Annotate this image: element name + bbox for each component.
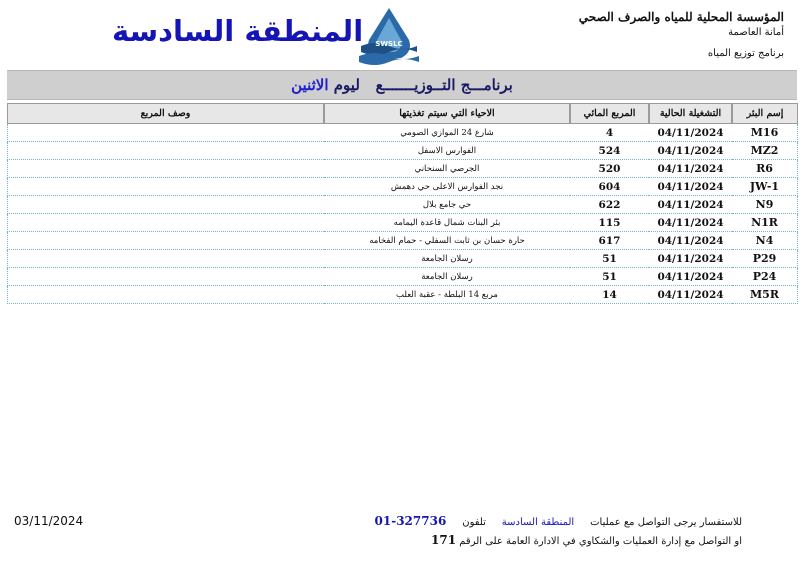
- block-description-cell: [7, 178, 324, 196]
- block-number-cell: 51: [570, 250, 649, 268]
- block-number-cell: 622: [570, 196, 649, 214]
- table-row: [7, 142, 798, 160]
- table-header-row: [7, 103, 798, 124]
- areas-cell: الفوارس الاسفل: [324, 142, 570, 160]
- block-number-cell: 51: [570, 268, 649, 286]
- run-date-cell: 04/11/2024: [649, 124, 732, 142]
- table-row: [7, 250, 798, 268]
- block-description-cell: [7, 232, 324, 250]
- table-row: [7, 268, 798, 286]
- table-row: [7, 124, 798, 142]
- areas-cell: رسلان الجامعة: [324, 250, 570, 268]
- block-description-cell: [7, 124, 324, 142]
- areas-cell: شارع 24 الموازي الصومي: [324, 124, 570, 142]
- areas-cell: مربع 14 البلطة - عقبة العلب: [324, 286, 570, 304]
- well-name-cell: M16: [732, 124, 798, 142]
- footer-contact-line: [375, 514, 742, 528]
- col-header-block: المربع المائي: [570, 103, 649, 124]
- well-name-cell: JW-1: [732, 178, 798, 196]
- org-sub: أمانة العاصمة: [728, 27, 784, 38]
- col-header-date: التشغيلة الحالية: [649, 103, 732, 124]
- program-label: برنامج توزيع المياه: [707, 48, 784, 59]
- banner-day-prefix: ليوم: [333, 76, 360, 94]
- footer-line2-number: 171: [431, 533, 457, 547]
- block-description-cell: [7, 160, 324, 178]
- table-row: [7, 160, 798, 178]
- schedule-banner: [7, 70, 797, 100]
- table-row: [7, 232, 798, 250]
- footer-date: 03/11/2024: [14, 514, 84, 528]
- table-row: [7, 178, 798, 196]
- col-header-well: إسم البئر: [732, 103, 798, 124]
- block-description-cell: [7, 268, 324, 286]
- areas-cell: رسلان الجامعة: [324, 268, 570, 286]
- table-row: [7, 286, 798, 304]
- block-number-cell: 520: [570, 160, 649, 178]
- block-number-cell: 617: [570, 232, 649, 250]
- run-date-cell: 04/11/2024: [649, 286, 732, 304]
- well-name-cell: N9: [732, 196, 798, 214]
- well-name-cell: N4: [732, 232, 798, 250]
- block-description-cell: [7, 250, 324, 268]
- col-header-areas: الاحياء التي سيتم تغذيتها: [324, 103, 570, 124]
- well-name-cell: R6: [732, 160, 798, 178]
- table-body: [7, 124, 798, 304]
- logo-text: SWSLC: [375, 40, 403, 48]
- table-row: [7, 214, 798, 232]
- run-date-cell: 04/11/2024: [649, 268, 732, 286]
- col-header-description: وصف المربع: [7, 103, 324, 124]
- block-number-cell: 4: [570, 124, 649, 142]
- footer-region: المنطقة السادسة: [501, 517, 575, 528]
- well-name-cell: P29: [732, 250, 798, 268]
- areas-cell: نجد الفوارس الاعلى حي دهمش: [324, 178, 570, 196]
- block-description-cell: [7, 142, 324, 160]
- run-date-cell: 04/11/2024: [649, 160, 732, 178]
- well-name-cell: M5R: [732, 286, 798, 304]
- run-date-cell: 04/11/2024: [649, 214, 732, 232]
- footer-phone-label: تلفون: [462, 517, 486, 528]
- organization-logo: [355, 6, 423, 68]
- areas-cell: بئر البنات شمال قاعدة اليمامه: [324, 214, 570, 232]
- banner-day: الاثنين: [291, 76, 329, 94]
- block-number-cell: 14: [570, 286, 649, 304]
- table-row: [7, 196, 798, 214]
- areas-cell: حارة حسان بن ثابت السفلي - حمام الفخامه: [324, 232, 570, 250]
- well-name-cell: P24: [732, 268, 798, 286]
- block-number-cell: 115: [570, 214, 649, 232]
- banner-title: [7, 76, 797, 94]
- block-description-cell: [7, 286, 324, 304]
- banner-prefix: برنامـــج التــوزيـــــــع: [375, 76, 513, 94]
- org-header: [544, 10, 784, 59]
- footer-phone: 01-327736: [374, 514, 447, 528]
- well-name-cell: N1R: [732, 214, 798, 232]
- block-description-cell: [7, 214, 324, 232]
- org-name: المؤسسة المحلية للمياه والصرف الصحي: [578, 10, 784, 24]
- footer-line2: [431, 533, 742, 547]
- footer-line2-text: او التواصل مع إدارة العمليات والشكاوي في الادارة العامة على الرقم: [459, 536, 742, 547]
- well-name-cell: MZ2: [732, 142, 798, 160]
- run-date-cell: 04/11/2024: [649, 142, 732, 160]
- region-title: المنطقة السادسة: [112, 14, 364, 48]
- areas-cell: حي جامع بلال: [324, 196, 570, 214]
- run-date-cell: 04/11/2024: [649, 196, 732, 214]
- areas-cell: الجرصي السنحاني: [324, 160, 570, 178]
- footer-inquiry: للاستفسار يرجى التواصل مع عمليات: [590, 517, 742, 528]
- block-description-cell: [7, 196, 324, 214]
- block-number-cell: 604: [570, 178, 649, 196]
- distribution-table-wrap: [7, 103, 798, 304]
- run-date-cell: 04/11/2024: [649, 250, 732, 268]
- run-date-cell: 04/11/2024: [649, 178, 732, 196]
- block-number-cell: 524: [570, 142, 649, 160]
- distribution-table: [7, 103, 798, 304]
- run-date-cell: 04/11/2024: [649, 232, 732, 250]
